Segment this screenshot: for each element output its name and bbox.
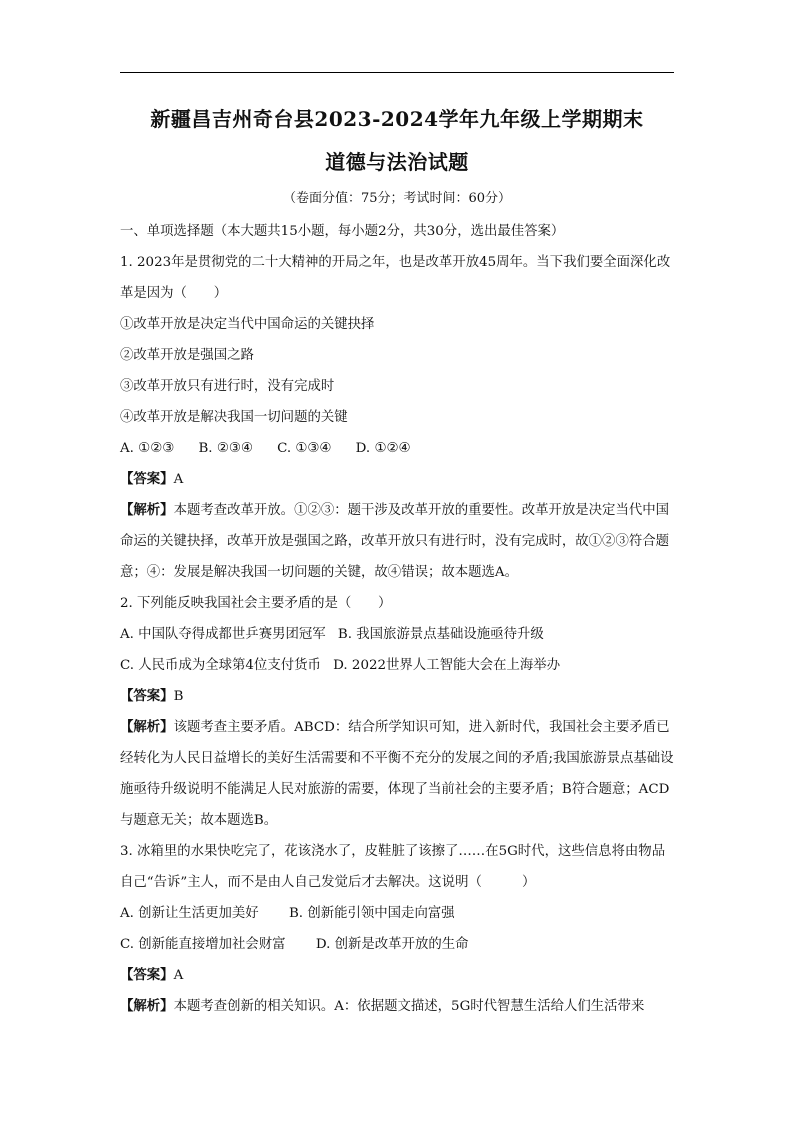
q2-option-d: D. 2022世界人工智能大会在上海举办 — [333, 658, 561, 673]
q3-stem: 3. 冰箱里的水果快吃完了，花该浇水了，皮鞋脏了该擦了……在5G时代，这些信息将由物品自己“告诉”主人，而不是由人自己发觉后才去解决。这说明（ ） — [120, 844, 666, 890]
analysis-label: 【解析】 — [120, 502, 174, 518]
q3-option-b: B. 创新能引领中国走向富强 — [288, 906, 455, 921]
q2-option-b: B. 我国旅游景点基础设施亟待升级 — [337, 627, 544, 642]
document-body — [120, 216, 676, 1022]
q1-option-c: C. ①③④ — [277, 441, 332, 456]
section-heading: 一、单项选择题（本大题共15小题，每小题2分，共30分，选出最佳答案） — [120, 224, 565, 239]
q1-statement: ①改革开放是决定当代中国命运的关键抉择 — [120, 317, 375, 332]
q3-option-a: A. 创新让生活更加美好 — [120, 906, 259, 921]
q3-analysis — [120, 991, 676, 1022]
q1-stem: 1. 2023年是贯彻党的二十大精神的开局之年，也是改革开放45周年。当下我们要全面深化改革是因为（ ） — [120, 255, 671, 301]
header-rule — [120, 72, 674, 73]
q1-option-a: A. ①②③ — [120, 441, 175, 456]
analysis-text: 本题考查改革开放。①②③：题干涉及改革开放的重要性。改革开放是决定当代中国命运的关键抉择，改革开放是强国之路，改革开放只有进行时，没有完成时，故①②③符合题意；④：发展是解决我国一切问题的关键，故④错误；故本题选A。 — [120, 503, 670, 580]
q2-options-row2 — [120, 650, 676, 681]
analysis-text: 本题考查创新的相关知识。A：依据题文描述，5G时代智慧生活给人们生活带来 — [173, 999, 645, 1014]
q2-option-a: A. 中国队夺得成都世乒赛男团冠军 — [120, 627, 326, 642]
q1-statement: ②改革开放是强国之路 — [120, 348, 254, 363]
q2-stem: 2. 下列能反映我国社会主要矛盾的是（ ） — [120, 596, 392, 611]
answer-label: 【答案】 — [120, 967, 174, 983]
q1-statement: ④改革开放是解决我国一切问题的关键 — [120, 410, 348, 425]
exam-subject: 道德与法治试题 — [325, 150, 469, 174]
q3-options-row1 — [120, 898, 676, 929]
q1-answer — [120, 464, 676, 495]
q2-answer — [120, 681, 676, 712]
answer-label: 【答案】 — [120, 471, 174, 487]
analysis-label: 【解析】 — [120, 719, 174, 735]
analysis-text: 该题考查主要矛盾。ABCD：结合所学知识可知，进入新时代，我国社会主要矛盾已经转化为人民日益增长的美好生活需要和不平衡不充分的发展之间的矛盾;我国旅游景点基础设施亟待升级说明不能满足人民对旅游的需要，体现了当前社会的主要矛盾；B符合题意；ACD与题意无关；故本题选B。 — [120, 720, 674, 828]
analysis-label: 【解析】 — [120, 998, 174, 1014]
q1-analysis — [120, 495, 676, 588]
q3-option-c: C. 创新能直接增加社会财富 — [120, 937, 286, 952]
answer-label: 【答案】 — [120, 688, 174, 704]
q2-option-c: C. 人民币成为全球第4位支付货币 — [120, 658, 321, 673]
answer-value: A — [173, 968, 184, 983]
exam-title: 新疆昌吉州奇台县2023-2024学年九年级上学期期末 — [150, 107, 644, 131]
q1-options — [120, 433, 676, 464]
q1-option-d: D. ①②④ — [355, 441, 411, 456]
exam-info: （卷面分值：75分；考试时间：60分） — [282, 191, 512, 206]
answer-value: B — [173, 689, 184, 704]
q1-option-b: B. ②③④ — [198, 441, 253, 456]
q2-analysis — [120, 712, 676, 836]
q3-answer — [120, 960, 676, 991]
q2-options-row1 — [120, 619, 676, 650]
q1-statement: ③改革开放只有进行时，没有完成时 — [120, 379, 335, 394]
q3-option-d: D. 创新是改革开放的生命 — [315, 937, 469, 952]
q3-options-row2 — [120, 929, 676, 960]
answer-value: A — [173, 472, 184, 487]
